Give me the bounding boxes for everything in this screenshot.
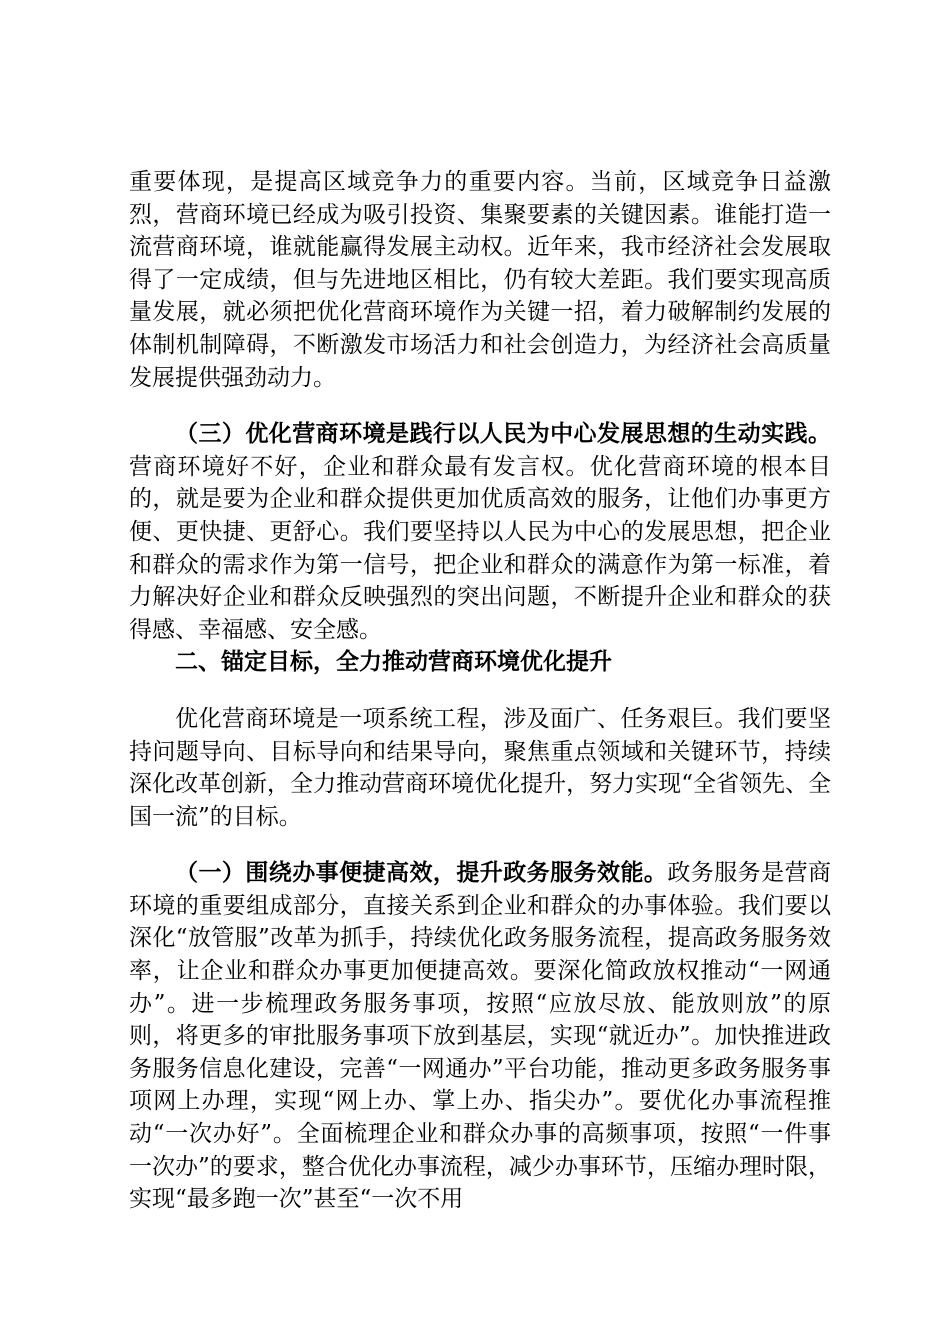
paragraph-4 (129, 857, 831, 1216)
paragraph-2-lead: （三）优化营商环境是践行以人民为中心发展思想的生动实践。 (175, 420, 831, 448)
paragraph-4-lead: （一）围绕办事便捷高效，提升政务服务效能。 (175, 859, 668, 887)
document-body (129, 166, 831, 1216)
paragraph-1: 重要体现，是提高区域竞争力的重要内容。当前，区域竞争日益激烈，营商环境已经成为吸引投资、集聚要素的关键因素。谁能打造一流营商环境，谁就能赢得发展主动权。近年来，我市经济社会发展取得了一定成绩，但与先进地区相比，仍有较大差距。我们要实现高质量发展，就必须把优化营商环境作为关键一招，着力破解制约发展的体制机制障碍，不断激发市场活力和社会创造力，为经济社会高质量发展提供强劲动力。 (129, 169, 831, 391)
section-heading-2: 二、锚定目标，全力推动营商环境优化提升 (175, 648, 612, 676)
paragraph-4-body: 政务服务是营商环境的重要组成部分，直接关系到企业和群众的办事体验。我们要以深化“放管服”改革为抓手，持续优化政务服务流程，提高政务服务效率，让企业和群众办事更加便捷高效。要深化简政放权推动“一网通办”。进一步梳理政务服务事项，按照“应放尽放、能放则放”的原则，将更多的审批服务事项下放到基层，实现“就近办”。加快推进政务服务信息化建设，完善“一网通办”平台功能，推动更多政务服务事项网上办理，实现“网上办、掌上办、指尖办”。要优化办事流程推动“一次办好”。全面梳理企业和群众办事的高频事项，按照“一件事一次办”的要求，整合优化办事流程，减少办事环节，压缩办理时限，实现“最多跑一次”甚至“一次不用 (129, 860, 832, 1213)
paragraph-2-body: 营商环境好不好，企业和群众最有发言权。优化营商环境的根本目的，就是要为企业和群众提供更加优质高效的服务，让他们办事更方便、更快捷、更舒心。我们要坚持以人民为中心的发展思想，把企业和群众的需求作为第一信号，把企业和群众的满意作为第一标准，着力解决好企业和群众反映强烈的突出问题，不断提升企业和群众的获得感、幸福感、安全感。 (129, 453, 831, 643)
paragraph-3: 优化营商环境是一项系统工程，涉及面广、任务艰巨。我们要坚持问题导向、目标导向和结果导向，聚焦重点领域和关键环节，持续深化改革创新，全力推动营商环境优化提升，努力实现“全省领先、全国一流”的目标。 (129, 705, 831, 830)
paragraph-2 (129, 418, 831, 646)
